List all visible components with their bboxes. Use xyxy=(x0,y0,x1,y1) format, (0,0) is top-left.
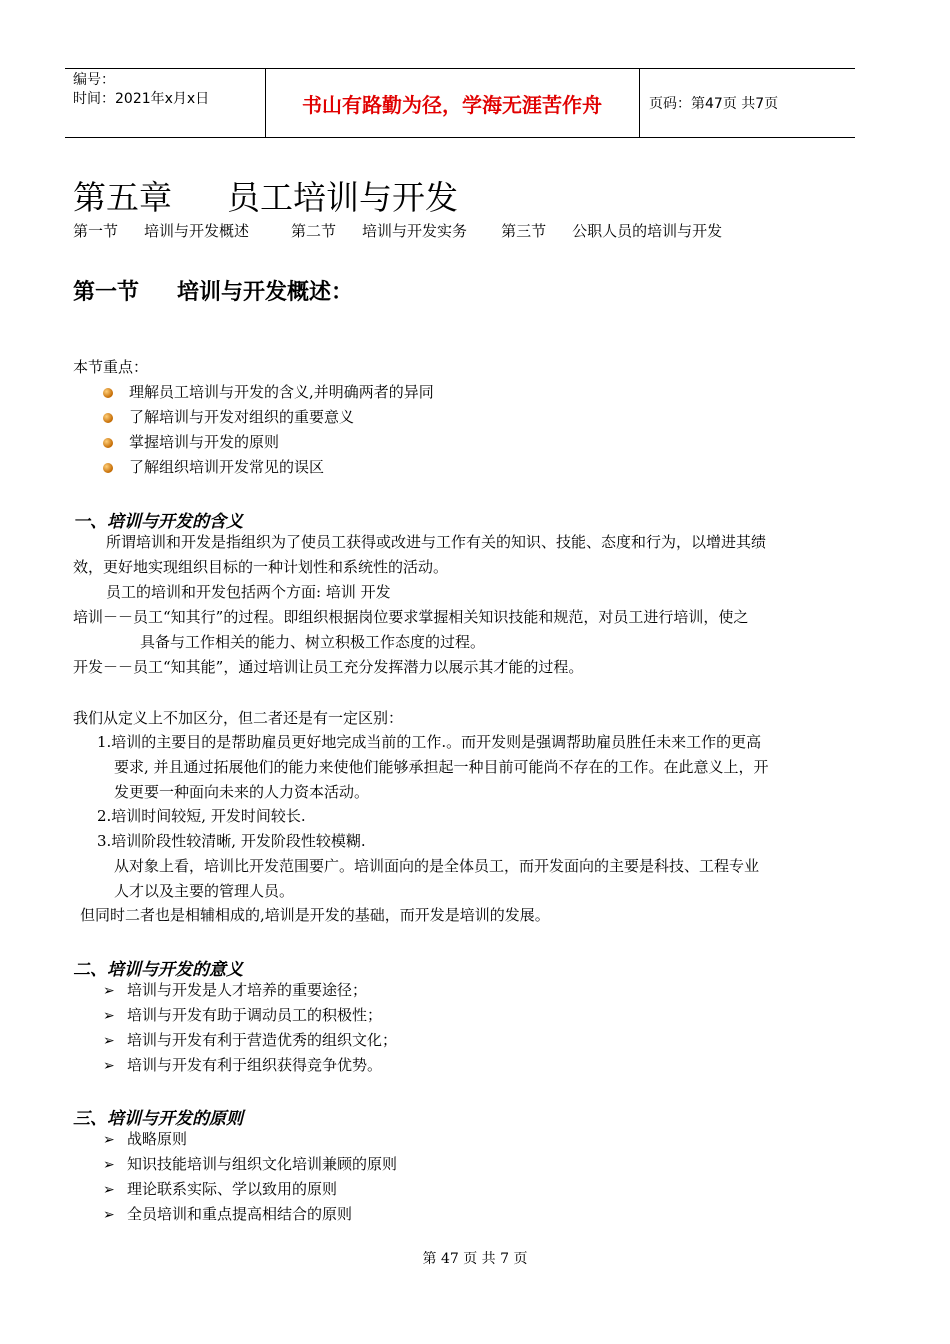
paragraph-line: 具备与工作相关的能力、树立积极工作态度的过程。 xyxy=(140,633,486,651)
paragraph-line: 3.培训阶段性较清晰, 开发阶段性较模糊. xyxy=(97,832,366,850)
header-divider xyxy=(639,69,640,137)
heading-meaning: 一、培训与开发的含义 xyxy=(73,512,243,532)
chapter-title xyxy=(73,172,458,219)
toc-item-3-num: 第三节 xyxy=(501,222,547,240)
toc-item-2-title: 培训与开发实务 xyxy=(362,222,468,240)
section-title xyxy=(73,275,353,306)
toc-item-3-title: 公职人员的培训与开发 xyxy=(572,222,723,240)
list-item: ➢ 战略原则 xyxy=(103,1127,187,1152)
arrow-bullet-icon: ➢ xyxy=(103,1157,115,1173)
chapter-number: 第五章 xyxy=(73,178,172,217)
arrow-bullet-icon: ➢ xyxy=(103,1033,115,1049)
list-item: ➢ 知识技能培训与组织文化培训兼顾的原则 xyxy=(103,1152,397,1177)
arrow-bullet-icon: ➢ xyxy=(103,1058,115,1074)
list-item: ➢ 全员培训和重点提高相结合的原则 xyxy=(103,1202,352,1227)
paragraph-line: 开发－－员工“知其能”，通过培训让员工充分发挥潜力以展示其才能的过程。 xyxy=(73,658,584,676)
paragraph-line: 1.培训的主要目的是帮助雇员更好地完成当前的工作.。而开发则是强调帮助雇员胜任未来工作的更高 xyxy=(97,733,762,751)
arrow-bullet-icon: ➢ xyxy=(103,983,115,999)
header-page-info: 页码：第47页 共7页 xyxy=(649,96,779,112)
bullet-icon xyxy=(103,388,113,398)
list-item: ➢ 培训与开发是人才培养的重要途径； xyxy=(103,978,367,1003)
list-item: ➢ 培训与开发有助于调动员工的积极性； xyxy=(103,1003,382,1028)
arrow-bullet-icon: ➢ xyxy=(103,1008,115,1024)
key-point-item: 了解培训与开发对组织的重要意义 xyxy=(103,405,354,429)
list-item: ➢ 培训与开发有利于组织获得竞争优势。 xyxy=(103,1053,382,1078)
page-footer: 第 47 页 共 7 页 xyxy=(422,1251,528,1267)
page-header xyxy=(65,68,855,138)
section-number: 第一节 xyxy=(73,280,140,305)
chapter-name: 员工培训与开发 xyxy=(227,178,458,217)
header-time-label: 时间：2021年x月x日 xyxy=(73,91,210,107)
bullet-icon xyxy=(103,463,113,473)
header-meta xyxy=(73,71,263,109)
toc-item-1-title: 培训与开发概述 xyxy=(144,222,250,240)
paragraph-line: 培训－－员工“知其行”的过程。即组织根据岗位要求掌握相关知识技能和规范，对员工进行培训，使之 xyxy=(73,608,749,626)
arrow-bullet-icon: ➢ xyxy=(103,1207,115,1223)
paragraph-line: 要求, 并且通过拓展他们的能力来使他们能够承担起一种目前可能尚不存在的工作。在此意义上，开 xyxy=(114,758,769,776)
key-points-label: 本节重点： xyxy=(73,358,149,376)
bullet-icon xyxy=(103,438,113,448)
paragraph-line: 发更要一种面向未来的人力资本活动。 xyxy=(114,783,370,801)
header-code-label: 编号： xyxy=(73,72,115,88)
list-item: ➢ 理论联系实际、学以致用的原则 xyxy=(103,1177,337,1202)
paragraph-line: 从对象上看，培训比开发范围要广。培训面向的是全体员工，而开发面向的主要是科技、工程专业 xyxy=(114,857,760,875)
header-motto: 书山有路勤为径，学海无涯苦作舟 xyxy=(302,93,602,117)
key-point-item: 理解员工培训与开发的含义,并明确两者的异同 xyxy=(103,380,434,404)
key-point-item: 了解组织培训开发常见的误区 xyxy=(103,455,324,479)
paragraph-line: 我们从定义上不加区分，但二者还是有一定区别： xyxy=(73,709,404,727)
heading-principles: 三、培训与开发的原则 xyxy=(73,1109,243,1129)
section-name: 培训与开发概述： xyxy=(177,280,354,305)
key-point-item: 掌握培训与开发的原则 xyxy=(103,430,279,454)
paragraph-line: 人才以及主要的管理人员。 xyxy=(114,882,295,900)
heading-significance: 二、培训与开发的意义 xyxy=(73,960,243,980)
toc-item-2-num: 第二节 xyxy=(291,222,337,240)
list-item: ➢ 培训与开发有利于营造优秀的组织文化； xyxy=(103,1028,397,1053)
bullet-icon xyxy=(103,413,113,423)
toc-item-1-num: 第一节 xyxy=(73,222,119,240)
paragraph-line: 但同时二者也是相辅相成的,培训是开发的基础，而开发是培训的发展。 xyxy=(80,906,550,924)
paragraph-line: 所谓培训和开发是指组织为了使员工获得或改进与工作有关的知识、技能、态度和行为，以增进其绩 xyxy=(106,533,767,551)
paragraph-line: 员工的培训和开发包括两个方面: 培训 开发 xyxy=(106,583,391,601)
arrow-bullet-icon: ➢ xyxy=(103,1132,115,1148)
paragraph-line: 2.培训时间较短, 开发时间较长. xyxy=(97,807,306,825)
section-toc xyxy=(73,220,722,241)
paragraph-line: 效，更好地实现组织目标的一种计划性和系统性的活动。 xyxy=(73,558,449,576)
arrow-bullet-icon: ➢ xyxy=(103,1182,115,1198)
